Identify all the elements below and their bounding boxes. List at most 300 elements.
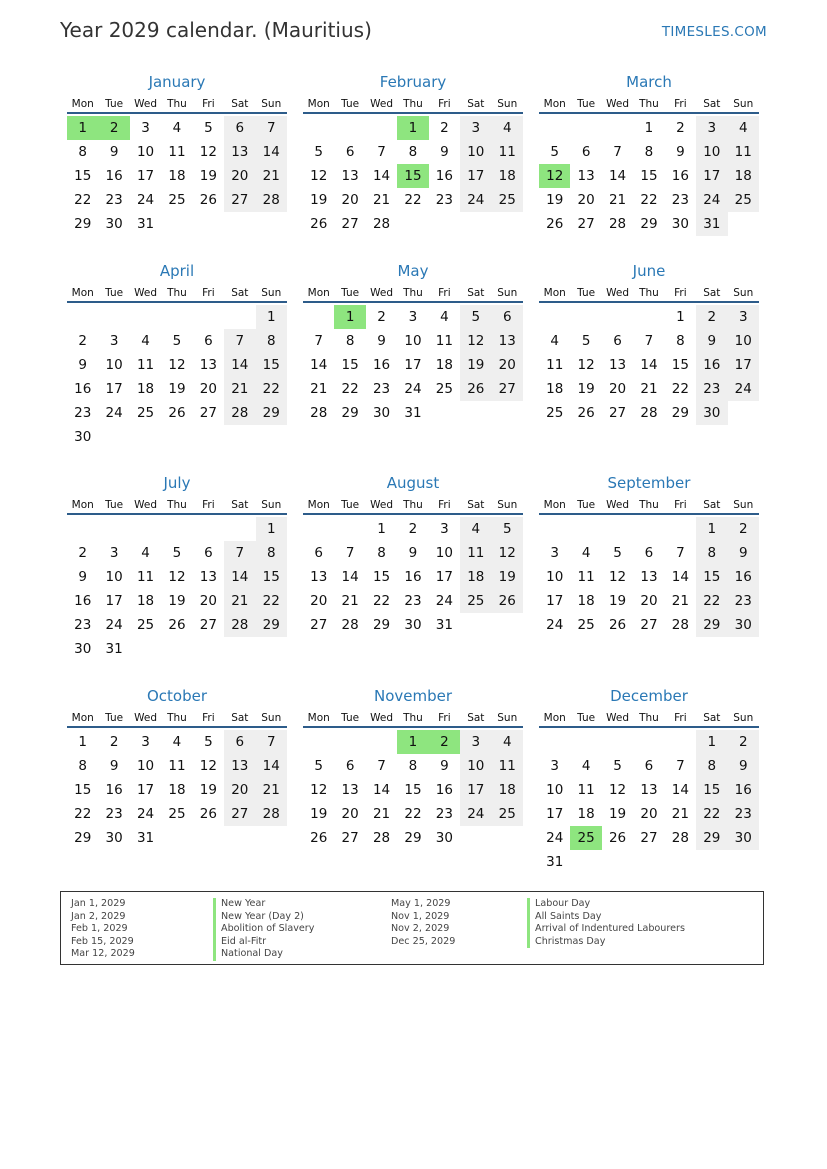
week-row	[67, 164, 287, 188]
weekend-day-cell: 8	[696, 541, 727, 565]
weekday-header	[303, 497, 523, 515]
weekend-day-cell: 18	[492, 164, 523, 188]
weekday-label: Sun	[261, 98, 282, 110]
weekend-day-cell: 4	[492, 730, 523, 754]
weekday-label: Wed	[370, 712, 393, 724]
day-cell: 22	[404, 192, 422, 208]
week-row	[303, 589, 523, 613]
empty-day-cell	[303, 730, 334, 754]
weekend-day-cell: 30	[728, 613, 759, 637]
weekend-day-cell: 28	[224, 613, 255, 637]
weekend-day-cell: 10	[460, 754, 491, 778]
weekend-day-cell: 13	[224, 754, 255, 778]
day-cell: 14	[640, 357, 658, 373]
empty-day-cell	[193, 637, 224, 661]
legend-date: Jan 2, 2029	[71, 910, 126, 922]
weekend-day-cell: 25	[460, 589, 491, 613]
weekend-day-cell: 27	[224, 188, 255, 212]
day-cell: 15	[640, 168, 658, 184]
day-cell: 24	[136, 192, 155, 208]
day-cell: 31	[435, 617, 453, 633]
weekend-day-cell: 28	[224, 401, 255, 425]
empty-day-cell	[130, 517, 161, 541]
weekday-label: Tue	[105, 98, 124, 110]
holiday-day-cell: 12	[539, 164, 570, 188]
empty-day-cell	[303, 305, 334, 329]
day-cell: 11	[136, 569, 155, 585]
weekend-day-cell: 24	[696, 188, 727, 212]
month-grid	[539, 730, 759, 874]
day-cell: 15	[671, 357, 689, 373]
week-row	[67, 188, 287, 212]
weekend-day-cell: 10	[696, 140, 727, 164]
empty-day-cell	[67, 305, 98, 329]
weekday-label: Fri	[674, 499, 687, 511]
weekday-label: Sat	[467, 98, 485, 110]
week-row	[539, 730, 759, 754]
weekday-label: Sat	[467, 287, 485, 299]
week-row	[303, 116, 523, 140]
weekday-label: Mon	[307, 499, 330, 511]
day-cell: 15	[341, 357, 359, 373]
weekday-label: Fri	[438, 499, 451, 511]
weekday-label: Wed	[370, 499, 393, 511]
weekday-label: Fri	[674, 287, 687, 299]
weekend-day-cell: 16	[728, 565, 759, 589]
weekday-header	[539, 285, 759, 303]
day-cell: 9	[408, 545, 418, 561]
legend-dates-right	[391, 898, 455, 948]
weekday-label: Sun	[497, 499, 518, 511]
day-cell: 4	[141, 545, 150, 561]
day-cell: 2	[109, 734, 119, 750]
month-june	[539, 260, 759, 425]
weekday-label: Mon	[71, 712, 94, 724]
weekday-label: Sat	[703, 287, 721, 299]
day-cell: 12	[608, 782, 627, 798]
weekday-label: Sun	[497, 287, 518, 299]
day-cell: 19	[546, 192, 564, 208]
weekend-day-cell: 28	[256, 188, 287, 212]
weekend-day-cell: 3	[460, 116, 491, 140]
day-cell: 18	[577, 806, 595, 822]
empty-day-cell	[224, 637, 255, 661]
empty-day-cell	[460, 613, 491, 637]
weekday-label: Tue	[577, 499, 596, 511]
week-row	[539, 778, 759, 802]
weekday-label: Mon	[71, 499, 94, 511]
weekday-label: Mon	[307, 287, 330, 299]
empty-day-cell	[539, 305, 570, 329]
empty-day-cell	[728, 401, 759, 425]
legend-date: Jan 1, 2029	[71, 898, 126, 909]
day-cell: 24	[546, 830, 564, 846]
weekend-day-cell: 6	[224, 116, 255, 140]
day-cell: 8	[408, 144, 418, 160]
empty-day-cell	[366, 730, 397, 754]
weekend-day-cell: 6	[492, 305, 523, 329]
day-cell: 4	[581, 545, 591, 561]
day-cell: 14	[341, 569, 359, 585]
legend-holiday-name: Arrival of Indentured Labourers	[527, 923, 685, 936]
month-name: August	[386, 474, 440, 492]
day-cell: 3	[550, 545, 559, 561]
weekend-day-cell: 17	[460, 778, 491, 802]
day-cell: 27	[640, 617, 658, 633]
weekday-label: Fri	[202, 499, 215, 511]
weekday-label: Sun	[261, 712, 282, 724]
day-cell: 20	[199, 593, 217, 609]
day-cell: 12	[168, 569, 186, 585]
weekend-day-cell: 14	[256, 140, 287, 164]
month-grid	[539, 305, 759, 425]
day-cell: 30	[671, 216, 689, 232]
weekday-label: Sun	[733, 98, 754, 110]
empty-day-cell	[161, 305, 192, 329]
weekend-day-cell: 5	[492, 517, 523, 541]
weekday-label: Mon	[543, 287, 566, 299]
week-row	[303, 305, 523, 329]
day-cell: 28	[671, 830, 689, 846]
empty-day-cell	[256, 637, 287, 661]
day-cell: 11	[546, 357, 564, 373]
day-cell: 1	[676, 309, 685, 325]
day-cell: 19	[608, 593, 627, 609]
day-cell: 12	[310, 168, 328, 184]
day-cell: 9	[676, 144, 685, 160]
week-row	[67, 826, 287, 850]
holiday-legend	[60, 891, 764, 965]
day-cell: 22	[341, 381, 359, 397]
month-october	[67, 685, 287, 850]
week-row	[539, 305, 759, 329]
empty-day-cell	[602, 116, 633, 140]
day-cell: 28	[640, 405, 658, 421]
weekend-day-cell: 4	[460, 517, 491, 541]
weekday-header	[539, 96, 759, 114]
day-cell: 12	[310, 782, 328, 798]
day-cell: 21	[671, 593, 689, 609]
weekday-label: Sat	[231, 712, 249, 724]
day-cell: 24	[404, 381, 422, 397]
month-grid	[67, 730, 287, 850]
month-march	[539, 71, 759, 236]
weekday-label: Sun	[733, 499, 754, 511]
weekday-label: Tue	[105, 499, 124, 511]
empty-day-cell	[539, 730, 570, 754]
weekend-day-cell: 12	[460, 329, 491, 353]
month-grid	[67, 305, 287, 449]
weekend-day-cell: 17	[696, 164, 727, 188]
day-cell: 20	[310, 593, 328, 609]
day-cell: 20	[341, 806, 359, 822]
weekend-day-cell: 7	[224, 329, 255, 353]
empty-day-cell	[633, 305, 664, 329]
legend-holiday-name: Christmas Day	[527, 936, 685, 949]
day-cell: 16	[74, 381, 92, 397]
month-grid	[539, 116, 759, 236]
day-cell: 3	[440, 521, 449, 537]
weekend-day-cell: 21	[224, 377, 255, 401]
weekend-day-cell: 25	[728, 188, 759, 212]
week-row	[303, 778, 523, 802]
weekday-label: Tue	[577, 287, 596, 299]
day-cell: 2	[377, 309, 386, 325]
week-row	[303, 164, 523, 188]
weekend-day-cell: 7	[224, 541, 255, 565]
day-cell: 24	[546, 617, 564, 633]
month-august	[303, 472, 523, 637]
weekend-day-cell: 23	[728, 589, 759, 613]
day-cell: 5	[172, 545, 182, 561]
legend-dates-left	[71, 898, 135, 961]
empty-day-cell	[633, 730, 664, 754]
day-cell: 29	[671, 405, 689, 421]
legend-date: Feb 15, 2029	[71, 935, 134, 947]
day-cell: 13	[608, 357, 627, 373]
day-cell: 11	[168, 758, 186, 774]
weekend-day-cell: 2	[696, 305, 727, 329]
weekend-day-cell: 4	[728, 116, 759, 140]
weekday-label: Fri	[202, 287, 215, 299]
empty-day-cell	[224, 517, 255, 541]
legend-date: Feb 1, 2029	[71, 923, 128, 934]
week-row	[303, 613, 523, 637]
weekday-label: Tue	[341, 287, 360, 299]
day-cell: 27	[341, 830, 359, 846]
day-cell: 10	[546, 569, 564, 585]
day-cell: 27	[310, 617, 328, 633]
day-cell: 5	[613, 545, 622, 561]
legend-holiday-name: Labour Day	[527, 898, 685, 911]
empty-day-cell	[161, 637, 192, 661]
weekday-label: Wed	[134, 499, 157, 511]
day-cell: 6	[204, 545, 213, 561]
day-cell: 12	[199, 144, 217, 160]
weekend-day-cell: 29	[256, 401, 287, 425]
day-cell: 13	[199, 569, 217, 585]
weekend-day-cell: 20	[492, 353, 523, 377]
weekend-day-cell: 1	[696, 517, 727, 541]
empty-day-cell	[460, 826, 491, 850]
day-cell: 7	[676, 758, 685, 774]
weekend-day-cell: 12	[492, 541, 523, 565]
empty-day-cell	[256, 425, 287, 449]
day-cell: 17	[435, 569, 453, 585]
week-row	[67, 305, 287, 329]
empty-day-cell	[633, 850, 664, 874]
day-cell: 20	[640, 806, 658, 822]
day-cell: 8	[644, 144, 654, 160]
day-cell: 25	[435, 381, 453, 397]
day-cell: 28	[310, 405, 328, 421]
week-row	[303, 140, 523, 164]
week-row	[539, 188, 759, 212]
day-cell: 18	[168, 782, 186, 798]
day-cell: 30	[74, 429, 92, 445]
weekend-day-cell: 21	[256, 164, 287, 188]
weekend-day-cell: 26	[492, 589, 523, 613]
day-cell: 23	[105, 192, 123, 208]
day-cell: 26	[199, 806, 217, 822]
day-cell: 7	[345, 545, 355, 561]
legend-holiday-name: Abolition of Slavery	[213, 923, 314, 936]
legend-date: Dec 25, 2029	[391, 935, 456, 947]
day-cell: 20	[577, 192, 595, 208]
day-cell: 3	[141, 120, 150, 136]
day-cell: 11	[168, 144, 186, 160]
day-cell: 21	[341, 593, 359, 609]
week-row	[539, 329, 759, 353]
weekend-day-cell: 29	[696, 826, 727, 850]
day-cell: 25	[546, 405, 564, 421]
weekend-day-cell: 23	[696, 377, 727, 401]
empty-day-cell	[130, 305, 161, 329]
weekend-day-cell: 30	[696, 401, 727, 425]
weekend-day-cell: 17	[460, 164, 491, 188]
month-name: April	[159, 262, 195, 280]
day-cell: 17	[546, 593, 564, 609]
day-cell: 17	[105, 593, 123, 609]
weekend-day-cell: 8	[256, 329, 287, 353]
weekday-header	[67, 497, 287, 515]
weekend-day-cell: 11	[728, 140, 759, 164]
day-cell: 14	[671, 782, 689, 798]
empty-day-cell	[366, 116, 397, 140]
weekend-day-cell: 9	[728, 541, 759, 565]
day-cell: 3	[550, 758, 559, 774]
day-cell: 21	[372, 806, 391, 822]
day-cell: 21	[310, 381, 328, 397]
weekday-label: Sat	[231, 98, 249, 110]
day-cell: 31	[105, 641, 123, 657]
empty-day-cell	[728, 850, 759, 874]
week-row	[539, 613, 759, 637]
day-cell: 15	[404, 782, 422, 798]
weekend-day-cell: 13	[492, 329, 523, 353]
day-cell: 26	[546, 216, 564, 232]
empty-day-cell	[728, 212, 759, 236]
day-cell: 6	[345, 144, 355, 160]
weekend-day-cell: 8	[696, 754, 727, 778]
day-cell: 24	[105, 617, 123, 633]
empty-day-cell	[539, 517, 570, 541]
day-cell: 29	[341, 405, 359, 421]
weekend-day-cell: 11	[492, 754, 523, 778]
week-row	[303, 212, 523, 236]
legend-date: Nov 2, 2029	[391, 923, 450, 934]
day-cell: 5	[550, 144, 559, 160]
empty-day-cell	[303, 116, 334, 140]
day-cell: 18	[577, 593, 595, 609]
day-cell: 15	[74, 782, 92, 798]
day-cell: 18	[136, 593, 155, 609]
empty-day-cell	[161, 212, 192, 236]
empty-day-cell	[570, 850, 601, 874]
weekend-day-cell: 16	[696, 353, 727, 377]
day-cell: 8	[78, 758, 87, 774]
empty-day-cell	[602, 850, 633, 874]
day-cell: 12	[168, 357, 186, 373]
day-cell: 6	[613, 333, 622, 349]
week-row	[539, 377, 759, 401]
day-cell: 6	[345, 758, 355, 774]
holiday-day-cell: 1	[67, 116, 98, 140]
empty-day-cell	[303, 517, 334, 541]
month-name: September	[607, 474, 691, 492]
weekday-label: Tue	[105, 712, 124, 724]
day-cell: 4	[172, 120, 182, 136]
day-cell: 6	[204, 333, 213, 349]
day-cell: 24	[435, 593, 453, 609]
day-cell: 12	[199, 758, 217, 774]
day-cell: 8	[345, 333, 355, 349]
empty-day-cell	[98, 425, 129, 449]
day-cell: 17	[546, 806, 564, 822]
day-cell: 25	[168, 806, 186, 822]
empty-day-cell	[67, 517, 98, 541]
weekday-label: Tue	[341, 98, 360, 110]
weekend-day-cell: 10	[728, 329, 759, 353]
day-cell: 8	[78, 144, 87, 160]
day-cell: 14	[310, 357, 328, 373]
day-cell: 7	[377, 144, 386, 160]
empty-day-cell	[161, 517, 192, 541]
empty-day-cell	[492, 826, 523, 850]
day-cell: 3	[141, 734, 150, 750]
month-grid	[67, 116, 287, 236]
day-cell: 2	[440, 120, 449, 136]
weekday-label: Thu	[639, 287, 659, 299]
weekday-label: Mon	[543, 499, 566, 511]
day-cell: 21	[640, 381, 658, 397]
empty-day-cell	[130, 637, 161, 661]
month-may	[303, 260, 523, 425]
weekday-label: Sun	[733, 712, 754, 724]
empty-day-cell	[570, 517, 601, 541]
day-cell: 31	[136, 830, 155, 846]
week-row	[303, 329, 523, 353]
weekend-day-cell: 3	[696, 116, 727, 140]
day-cell: 15	[74, 168, 92, 184]
weekend-day-cell: 27	[492, 377, 523, 401]
weekend-day-cell: 29	[696, 613, 727, 637]
week-row	[67, 754, 287, 778]
week-row	[539, 589, 759, 613]
week-row	[539, 212, 759, 236]
empty-day-cell	[570, 116, 601, 140]
empty-day-cell	[256, 212, 287, 236]
day-cell: 3	[109, 333, 119, 349]
day-cell: 19	[310, 806, 328, 822]
legend-date: Nov 1, 2029	[391, 910, 450, 922]
month-december	[539, 685, 759, 874]
day-cell: 29	[74, 216, 92, 232]
day-cell: 26	[577, 405, 595, 421]
day-cell: 7	[644, 333, 654, 349]
day-cell: 29	[404, 830, 422, 846]
month-grid	[303, 116, 523, 236]
month-february	[303, 71, 523, 236]
empty-day-cell	[429, 401, 460, 425]
brand-link[interactable]: TIMESLES.COM	[661, 24, 767, 40]
weekday-label: Wed	[134, 98, 157, 110]
day-cell: 14	[372, 168, 391, 184]
weekday-label: Sun	[261, 499, 282, 511]
day-cell: 27	[577, 216, 595, 232]
day-cell: 20	[341, 192, 359, 208]
day-cell: 8	[676, 333, 685, 349]
